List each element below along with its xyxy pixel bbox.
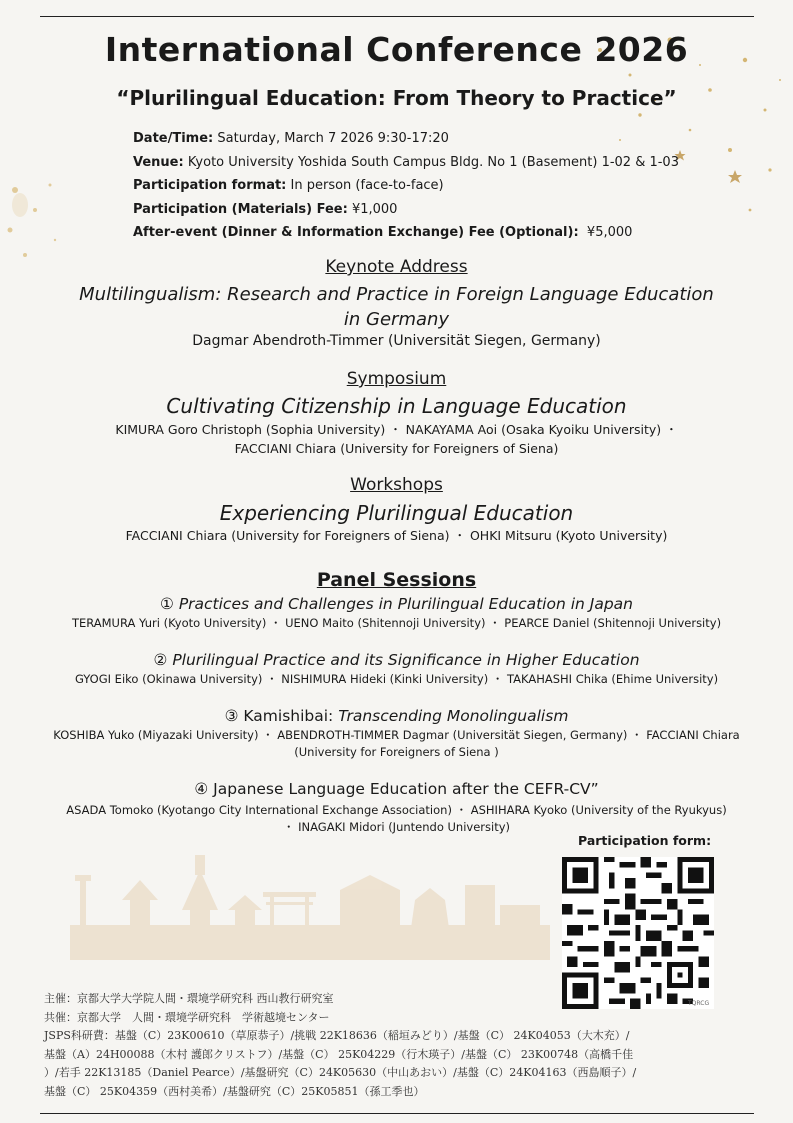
event-info xyxy=(133,127,679,245)
workshops-title: Experiencing Plurilingual Education xyxy=(219,501,574,525)
panel-1-title: ① Practices and Challenges in Plurilingual Education in Japan xyxy=(159,595,634,613)
panel-4-speakers-line1: ASADA Tomoko (Kyotango City International Exchange Association) ・ ASHIHARA Kyoko (University of the Ryukyus) xyxy=(66,803,727,817)
symposium-speakers-line2: FACCIANI Chiara (University for Foreigners of Siena) xyxy=(234,441,559,456)
footer-line: JSPS科研費：基盤（C）23K00610（草原恭子）/挑戦 22K18636（稲垣みどり）/基盤（C） 24K04053（大木充）/ xyxy=(44,1029,630,1042)
symposium-heading: Symposium xyxy=(346,369,447,389)
info-format: Participation format: In person (face-to-face) xyxy=(133,178,444,193)
participation-form-qr-code[interactable] xyxy=(562,857,714,1009)
qr-brand-label: TQRCG xyxy=(688,1000,710,1007)
page-title: International Conference 2026 xyxy=(104,30,689,69)
footer-line: ）/若手 22K13185（Daniel Pearce）/基盤研究（C）24K05630（中山あおい）/基盤（C）24K04163（西島順子）/ xyxy=(44,1066,637,1079)
page-subtitle: “Plurilingual Education: From Theory to Practice” xyxy=(116,86,677,110)
kyoto-skyline-illustration xyxy=(70,840,550,960)
top-rule xyxy=(40,16,754,17)
footer-line: 基盤（A）24H00088（木村 護郎クリストフ）/基盤（C） 25K04229（行木瑛子）/基盤（C） 23K00748（高橋千佳 xyxy=(44,1047,634,1061)
keynote-title-line2: in Germany xyxy=(343,309,450,330)
panel-sessions-heading: Panel Sessions xyxy=(316,569,477,591)
panel-4-speakers-line2: ・ INAGAKI Midori (Juntendo University) xyxy=(282,820,511,834)
panel-3-title: ③ Kamishibai: Transcending Monolingualism xyxy=(224,707,569,725)
footer-line: 主催：京都大学大学院人間・環境学研究科 西山教行研究室 xyxy=(44,992,334,1005)
sponsors-footer xyxy=(44,990,759,1101)
panel-2-title: ② Plurilingual Practice and its Significance in Higher Education xyxy=(153,651,640,669)
info-date: Date/Time: Saturday, March 7 2026 9:30-17:20 xyxy=(133,131,449,146)
info-venue: Venue: Kyoto University Yoshida South Campus Bldg. No 1 (Basement) 1-02 & 1-03 xyxy=(133,154,679,170)
participation-form-label: Participation form: xyxy=(578,833,712,848)
panel-4-title: ④ Japanese Language Education after the CEFR-CV” xyxy=(194,780,599,798)
keynote-heading: Keynote Address xyxy=(325,257,468,277)
panel-1-speakers: TERAMURA Yuri (Kyoto University) ・ UENO Maito (Shitennoji University) ・ PEARCE Daniel (Shitennoji University) xyxy=(71,616,722,630)
keynote-title-line1: Multilingualism: Research and Practice in Foreign Language Education xyxy=(79,284,714,305)
keynote-speaker: Dagmar Abendroth-Timmer (Universität Siegen, Germany) xyxy=(192,333,601,349)
bottom-rule xyxy=(40,1113,754,1114)
panel-3-speakers-line2: (University for Foreigners of Siena ) xyxy=(294,745,499,759)
panel-3-speakers-line1: KOSHIBA Yuko (Miyazaki University) ・ ABENDROTH-TIMMER Dagmar (Universität Siegen, Germany) ・ FACCIANI Chiara xyxy=(53,728,740,742)
footer-line: 基盤（C） 25K04359（西村美希）/基盤研究（C）25K05851（孫工季也） xyxy=(44,1084,425,1098)
symposium-title: Cultivating Citizenship in Language Education xyxy=(166,394,627,418)
panel-2-speakers: GYOGI Eiko (Okinawa University) ・ NISHIMURA Hideki (Kinki University) ・ TAKAHASHI Chika (Ehime University) xyxy=(74,672,719,686)
footer-line: 共催：京都大学 人間・環境学研究科 学術越境センター xyxy=(44,1010,330,1024)
workshops-speakers: FACCIANI Chiara (University for Foreigners of Siena) ・ OHKI Mitsuru (Kyoto University) xyxy=(125,528,668,543)
symposium-speakers-line1: KIMURA Goro Christoph (Sophia University) ・ NAKAYAMA Aoi (Osaka Kyoiku University) ・ xyxy=(115,422,678,437)
workshops-heading: Workshops xyxy=(350,475,443,495)
info-fee: Participation (Materials) Fee: ¥1,000 xyxy=(133,201,398,217)
info-after-event-fee: After-event (Dinner & Information Exchange) Fee (Optional): ¥5,000 xyxy=(133,225,633,240)
